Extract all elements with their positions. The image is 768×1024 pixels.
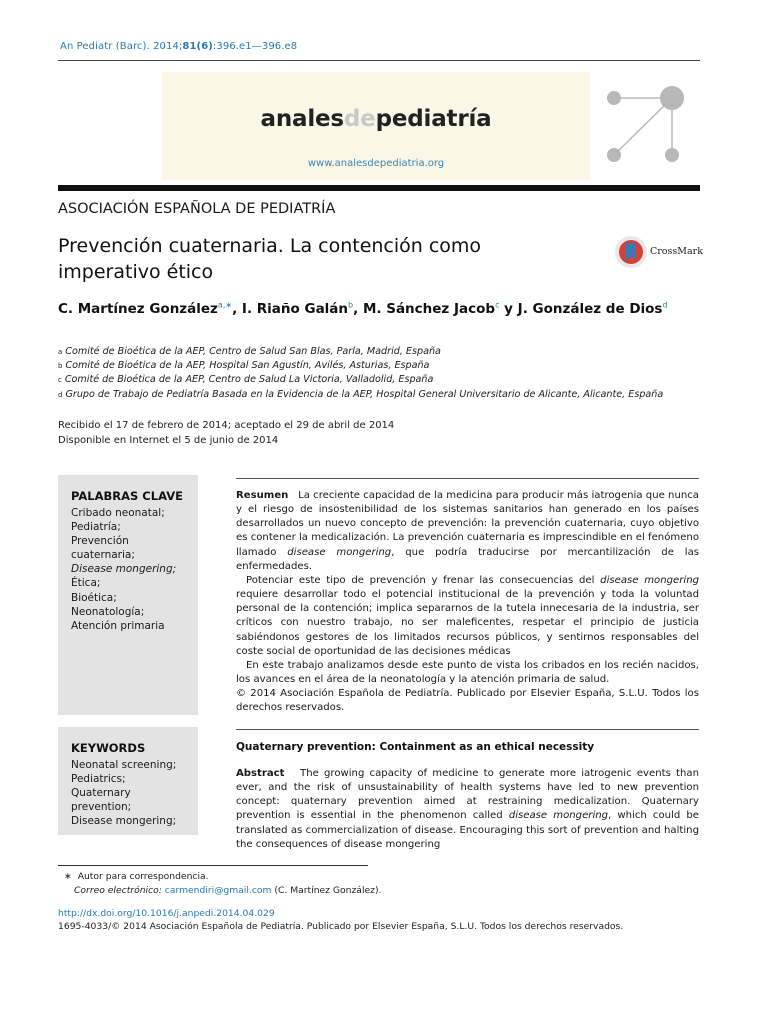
affiliations bbox=[58, 345, 663, 402]
author: C. Martínez González$^{a,∗}$, bbox=[58, 300, 242, 317]
journal-banner bbox=[162, 72, 590, 180]
abstract-es-paragraph: Resumen La creciente capacidad de la medicina para producir más iatrogenia que nunca y el riesgo de insostenibilidad de los sistemas sanitarios han generado en los países desarrollados un nuevo concepto de prevención: la prevención cuaternaria, cuyo objetivo es contener la medicalización. La prevención cuaternaria es imprescindible en el fenómeno llamado disease mongering, que podría traducirse por mercantilización de las enfermedades. bbox=[236, 490, 700, 572]
keyword-item: Neonatal screening; bbox=[71, 759, 177, 771]
keyword-item: Pediatría; bbox=[71, 521, 121, 534]
abstract-es-rule bbox=[236, 478, 699, 479]
abstract-es bbox=[236, 489, 699, 716]
keyword-item: Atención primaria bbox=[71, 619, 165, 632]
abstract-es-paragraph: En este trabajo analizamos desde este punto de vista los cribados en los recién nacidos, los avances en el área de la neonatología y la atención primaria de salud. bbox=[236, 659, 699, 686]
author: M. Sánchez Jacob$^c$ y bbox=[362, 300, 518, 317]
author: I. Riaño Galán$^b$, bbox=[241, 300, 363, 317]
header-rule bbox=[58, 60, 700, 61]
keyword-item: Prevención bbox=[71, 535, 129, 548]
article-dates bbox=[58, 418, 394, 448]
keywords-es-heading: PALABRAS CLAVE bbox=[71, 489, 183, 503]
citation-line: An Pediatr (Barc). 2014;81(6):396.e1—396.e8 bbox=[60, 41, 298, 52]
abstract-es-paragraph: Potenciar este tipo de prevención y frenar las consecuencias del disease mongering requiere desarrollar todo el potencial institucional de la prevención y toda la voluntad personal de la contención; implica separarnos de la tutela innecesaria de la industria, ser críticos con nuestro trabajo, no ser maleficentes, respetar el principio de justicia sabiéndonos gestores de los limitados recursos públicos, y sentirnos responsables del coste social de oportunidad de las decisiones médicas bbox=[236, 574, 700, 657]
affiliation-item: $^b$ Comité de Bioética de la AEP, Hospital San Agustín, Avilés, Asturias, España bbox=[58, 360, 430, 372]
english-title: Quaternary prevention: Containment as an ethical necessity bbox=[236, 741, 595, 753]
journal-url-link[interactable]: www.analesdepediatria.org bbox=[307, 158, 445, 169]
keyword-item: prevention; bbox=[71, 801, 132, 814]
keyword-item: Bioética; bbox=[71, 591, 117, 604]
affiliation-item: $^c$ Comité de Bioética de la AEP, Centro de Salud La Victoria, Valladolid, España bbox=[58, 374, 434, 386]
keywords-es-box bbox=[58, 475, 198, 715]
received-date: Recibido el 17 de febrero de 2014; aceptado el 29 de abril de 2014 bbox=[58, 420, 395, 431]
doi-link[interactable]: http://dx.doi.org/10.1016/j.anpedi.2014.04.029 bbox=[58, 908, 275, 919]
crossmark-icon bbox=[614, 235, 648, 269]
article-title: Prevención cuaternaria. La contención como imperativo ético bbox=[58, 235, 482, 283]
keywords-en-heading: KEYWORDS bbox=[71, 741, 146, 755]
copyright-line: 1695-4033/© 2014 Asociación Española de Pediatría. Publicado por Elsevier España, S.L.U. Todos los derechos reservados. bbox=[58, 921, 624, 932]
keywords-en-box bbox=[58, 727, 198, 835]
journal-name: analesdepediatría bbox=[260, 106, 492, 132]
keyword-item: Neonatología; bbox=[71, 605, 145, 618]
keyword-item: cuaternaria; bbox=[71, 549, 135, 562]
keyword-item: Cribado neonatal; bbox=[71, 507, 165, 519]
crossmark-label: CrossMark bbox=[650, 246, 703, 257]
online-date: Disponible en Internet el 5 de junio de 2014 bbox=[58, 435, 279, 446]
association-name: ASOCIACIÓN ESPAÑOLA DE PEDIATRÍA bbox=[58, 201, 336, 217]
keyword-item: Disease mongering; bbox=[71, 815, 177, 828]
email-link[interactable]: carmendiri@gmail.com bbox=[164, 885, 272, 896]
footnote-rule bbox=[58, 865, 368, 866]
banner-thick-rule bbox=[58, 185, 700, 191]
abstract-en-rule bbox=[236, 729, 699, 730]
corresponding-author-footnote: ∗ Autor para correspondencia. Correo electrónico: carmendiri@gmail.com (C. Martínez González). bbox=[64, 871, 382, 896]
keyword-item: Ética; bbox=[71, 577, 101, 590]
author-list bbox=[58, 300, 668, 317]
affiliation-item: $^d$ Grupo de Trabajo de Pediatría Basada en la Evidencia de la AEP, Hospital General Universitario de Alicante, Alicante, España bbox=[58, 388, 664, 400]
keyword-item: Quaternary bbox=[71, 787, 131, 800]
affiliation-item: $^a$ Comité de Bioética de la AEP, Centro de Salud San Blas, Parla, Madrid, España bbox=[58, 346, 441, 357]
author: J. González de Dios$^d$ bbox=[517, 300, 668, 317]
copyright-es: © 2014 Asociación Española de Pediatría. Publicado por Elsevier España, S.L.U. Todos los derechos reservados. bbox=[236, 688, 699, 714]
abstract-en bbox=[236, 767, 699, 852]
abstract-en-paragraph: Abstract The growing capacity of medicine to generate more iatrogenic events than ever, and the risk of unsustainability of health systems have led to new prevention concept: quaternary prevention aimed at restraining medicalization. Quaternary prevention is essential in the phenomenon called disease mongering, which could be translated as commercialization of disease. Encouraging this sort of prevention and halting the consequences of disease mongering bbox=[236, 768, 699, 850]
keyword-item: Pediatrics; bbox=[71, 773, 126, 786]
journal-molecule-logo bbox=[600, 80, 700, 170]
crossmark-button[interactable] bbox=[614, 235, 704, 269]
keyword-item: Disease mongering; bbox=[71, 563, 177, 576]
